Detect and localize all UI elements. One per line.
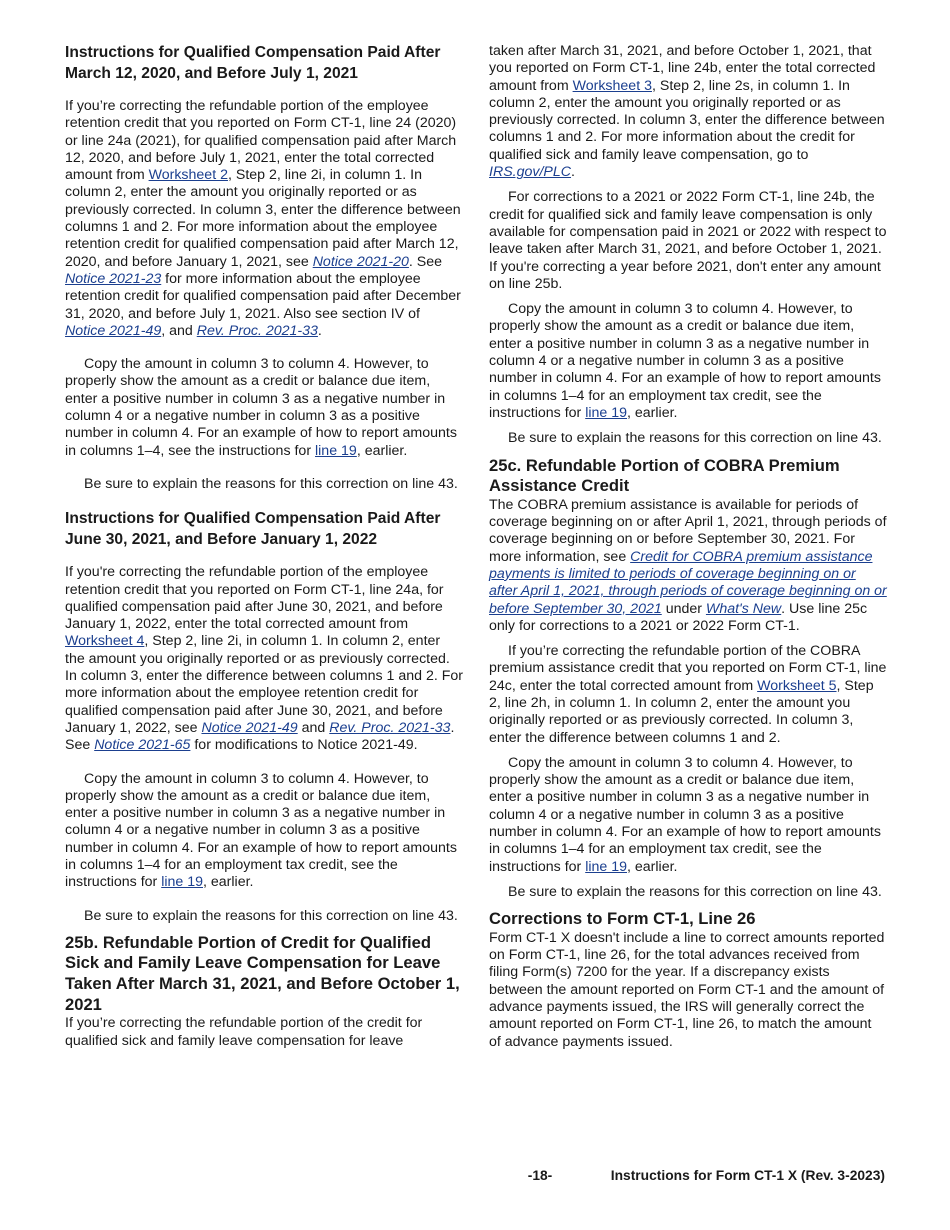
- rev-proc-2021-33-link[interactable]: Rev. Proc. 2021-33: [329, 719, 451, 736]
- paragraph-copy-amount-4: Copy the amount in column 3 to column 4. However, to properly show the amount as a credit or balance due item, enter a positive number in column 3 as a negative number in column 4 or a negative number in column 3 as a positive number in column 4. For an example of how to report amounts in columns 1–4 for an employment tax credit, see the instructions for line 19, earlier.: [489, 754, 881, 875]
- paragraph-copy-amount-2: Copy the amount in column 3 to column 4. However, to properly show the amount as a credit or balance due item, enter a positive number in column 3 as a negative number in column 4 or a negative number in column 3 as a positive number in column 4. For an example of how to report amounts in columns 1–4 for an employment tax credit, see the instructions for line 19, earlier.: [65, 770, 457, 891]
- paragraph-25b-corrections: For corrections to a 2021 or 2022 Form CT-1, line 24b, the credit for qualified sick and family leave compensation is only available for compensation paid in 2021 or 2022 with respect to leave taken after March 31, 2021, and before October 1, 2021. If you're correcting a year before 2021, don't enter any amount on line 25b.: [489, 189, 887, 292]
- whats-new-link[interactable]: What's New: [705, 600, 782, 617]
- heading-line-26: Corrections to Form CT-1, Line 26: [489, 909, 756, 929]
- paragraph-erc-2020-2021: If you’re correcting the refundable portion of the employee retention credit that you reported on Form CT-1, line 24 (2020) or line 24a (2021), for qualified compensation paid after March 12, 2020, and before July 1, 2021, enter the total corrected amount from Worksheet 2, Step 2, line 2i, in column 1. In column 2, enter the amount you originally reported or as previously corrected. In column 3, enter the difference between columns 1 and 2. For more information about the employee retention credit for qualified compensation paid after March 12, 2020, and before January 1, 2021, see Notice 2021-20. See Notice 2021-23 for more information about the employee retention credit for qualified compensation paid after December 31, 2020, and before July 1, 2021. Also see section IV of Notice 2021-49, and Rev. Proc. 2021-33.: [65, 98, 461, 339]
- heading-qualified-comp-2021-2022: Instructions for Qualified Compensation Paid After June 30, 2021, and Before January 1, 2022: [65, 510, 441, 548]
- worksheet-5-link[interactable]: Worksheet 5: [757, 677, 837, 694]
- notice-2021-20-link[interactable]: Notice 2021-20: [312, 253, 409, 270]
- paragraph-copy-amount-3: Copy the amount in column 3 to column 4. However, to properly show the amount as a credit or balance due item, enter a positive number in column 3 as a negative number in column 4 or a negative number in column 3 as a positive number in column 4. For an example of how to report amounts in columns 1–4 for an employment tax credit, see the instructions for line 19, earlier.: [489, 301, 881, 421]
- paragraph-line-26: Form CT-1 X doesn't include a line to correct amounts reported on Form CT-1, line 26, for the total advances received from filing Form(s) 7200 for the year. If a discrepancy exists between the amount reported on Form CT-1 and the amount of advance payments issued, the IRS will generally correct the amount reported on Form CT-1, line 26, to match the amount of advance payments issued.: [489, 929, 885, 1050]
- page-number: -18-: [527, 1168, 553, 1183]
- notice-2021-23-link[interactable]: Notice 2021-23: [65, 270, 162, 287]
- paragraph-explain-reasons-1: Be sure to explain the reasons for this correction on line 43.: [84, 475, 458, 492]
- page-footer: [65, 1168, 885, 1188]
- worksheet-3-link[interactable]: Worksheet 3: [572, 77, 652, 94]
- right-column: [489, 43, 887, 1051]
- paragraph-25b-intro: If you’re correcting the refundable portion of the credit for qualified sick and family leave compensation for leave: [65, 1015, 423, 1049]
- paragraph-cobra-correcting: If you’re correcting the refundable portion of the COBRA premium assistance credit that you reported on Form CT-1, line 24c, enter the total corrected amount from Worksheet 5, Step 2, line 2h, in column 1. In column 2, enter the amount you originally reported or as previously corrected. In column 3, enter the difference between columns 1 and 2.: [489, 643, 887, 746]
- paragraph-copy-amount-1: Copy the amount in column 3 to column 4. However, to properly show the amount as a credit or balance due item, enter a positive number in column 3 as a negative number in column 4 or a negative number in column 3 as a positive number in column 4. For an example of how to report amounts in columns 1–4, see the instructions for line 19, earlier.: [65, 356, 457, 459]
- paragraph-erc-2021-2022: If you're correcting the refundable portion of the employee retention credit that you reported on Form CT-1, line 24a, for qualified compensation paid after June 30, 2021, and before January 1, 2022, enter the total corrected amount from Worksheet 4, Step 2, line 2i, in column 1. In column 2, enter the amount you originally reported or as previously corrected. In column 3, enter the difference between columns 1 and 2. For more information about the employee retention credit for qualified compensation paid after June 30, 2021, and before January 1, 2022, see Notice 2021-49 and Rev. Proc. 2021-33. See Notice 2021-65 for modifications to Notice 2021-49.: [65, 564, 464, 754]
- cobra-credit-limit-link[interactable]: Credit for COBRA premium assistance payments is limited to periods of coverage beginning on or after April 1, 2021, through periods of coverage beginning on or before September 30, 2021: [489, 548, 887, 617]
- worksheet-4-link[interactable]: Worksheet 4: [65, 633, 145, 650]
- line-19-link[interactable]: line 19: [315, 442, 357, 459]
- paragraph-25b-continued: taken after March 31, 2021, and before October 1, 2021, that you reported on Form CT-1, line 24b, enter the total corrected amount from Worksheet 3, Step 2, line 2s, in column 1. In column 2, enter the amount you originally reported or as previously corrected. In column 3, enter the difference between columns 1 and 2. For more information about the credit for qualified sick and family leave compensation, go to IRS.gov/PLC.: [489, 43, 885, 181]
- notice-2021-65-link[interactable]: Notice 2021-65: [94, 737, 191, 754]
- line-19-link[interactable]: line 19: [585, 858, 628, 875]
- line-19-link[interactable]: line 19: [585, 404, 628, 421]
- document-title: Instructions for Form CT-1 X (Rev. 3-2023): [610, 1168, 885, 1183]
- notice-2021-49-link[interactable]: Notice 2021-49: [65, 322, 162, 339]
- left-column: [65, 43, 463, 1050]
- paragraph-explain-reasons-3: Be sure to explain the reasons for this correction on line 43.: [508, 430, 882, 447]
- rev-proc-2021-33-link[interactable]: Rev. Proc. 2021-33: [196, 322, 318, 339]
- heading-25c: 25c. Refundable Portion of COBRA Premium Assistance Credit: [489, 455, 840, 496]
- notice-2021-49-link[interactable]: Notice 2021-49: [201, 719, 298, 736]
- irs-plc-link[interactable]: IRS.gov/PLC: [489, 164, 572, 181]
- paragraph-explain-reasons-4: Be sure to explain the reasons for this correction on line 43.: [508, 883, 882, 900]
- paragraph-explain-reasons-2: Be sure to explain the reasons for this correction on line 43.: [84, 907, 458, 924]
- line-19-link[interactable]: line 19: [161, 874, 204, 891]
- worksheet-2-link[interactable]: Worksheet 2: [148, 167, 228, 184]
- paragraph-cobra-availability: The COBRA premium assistance is available for periods of coverage beginning on or after April 1, 2021, through periods of coverage beginning on or before September 30, 2021. For more information, see Credit for COBRA premium assistance payments is limited to periods of coverage beginning on or after April 1, 2021, through periods of coverage beginning on or before September 30, 2021 under What's New. Use line 25c only for corrections to a 2021 or 2022 Form CT-1.: [489, 496, 887, 634]
- heading-qualified-comp-2020-2021: Instructions for Qualified Compensation Paid After March 12, 2020, and Before July 1, 2021: [65, 44, 441, 82]
- heading-25b: 25b. Refundable Portion of Credit for Qualified Sick and Family Leave Compensation for Leave Taken After March 31, 2021, and Before October 1, 2021: [65, 932, 460, 1014]
